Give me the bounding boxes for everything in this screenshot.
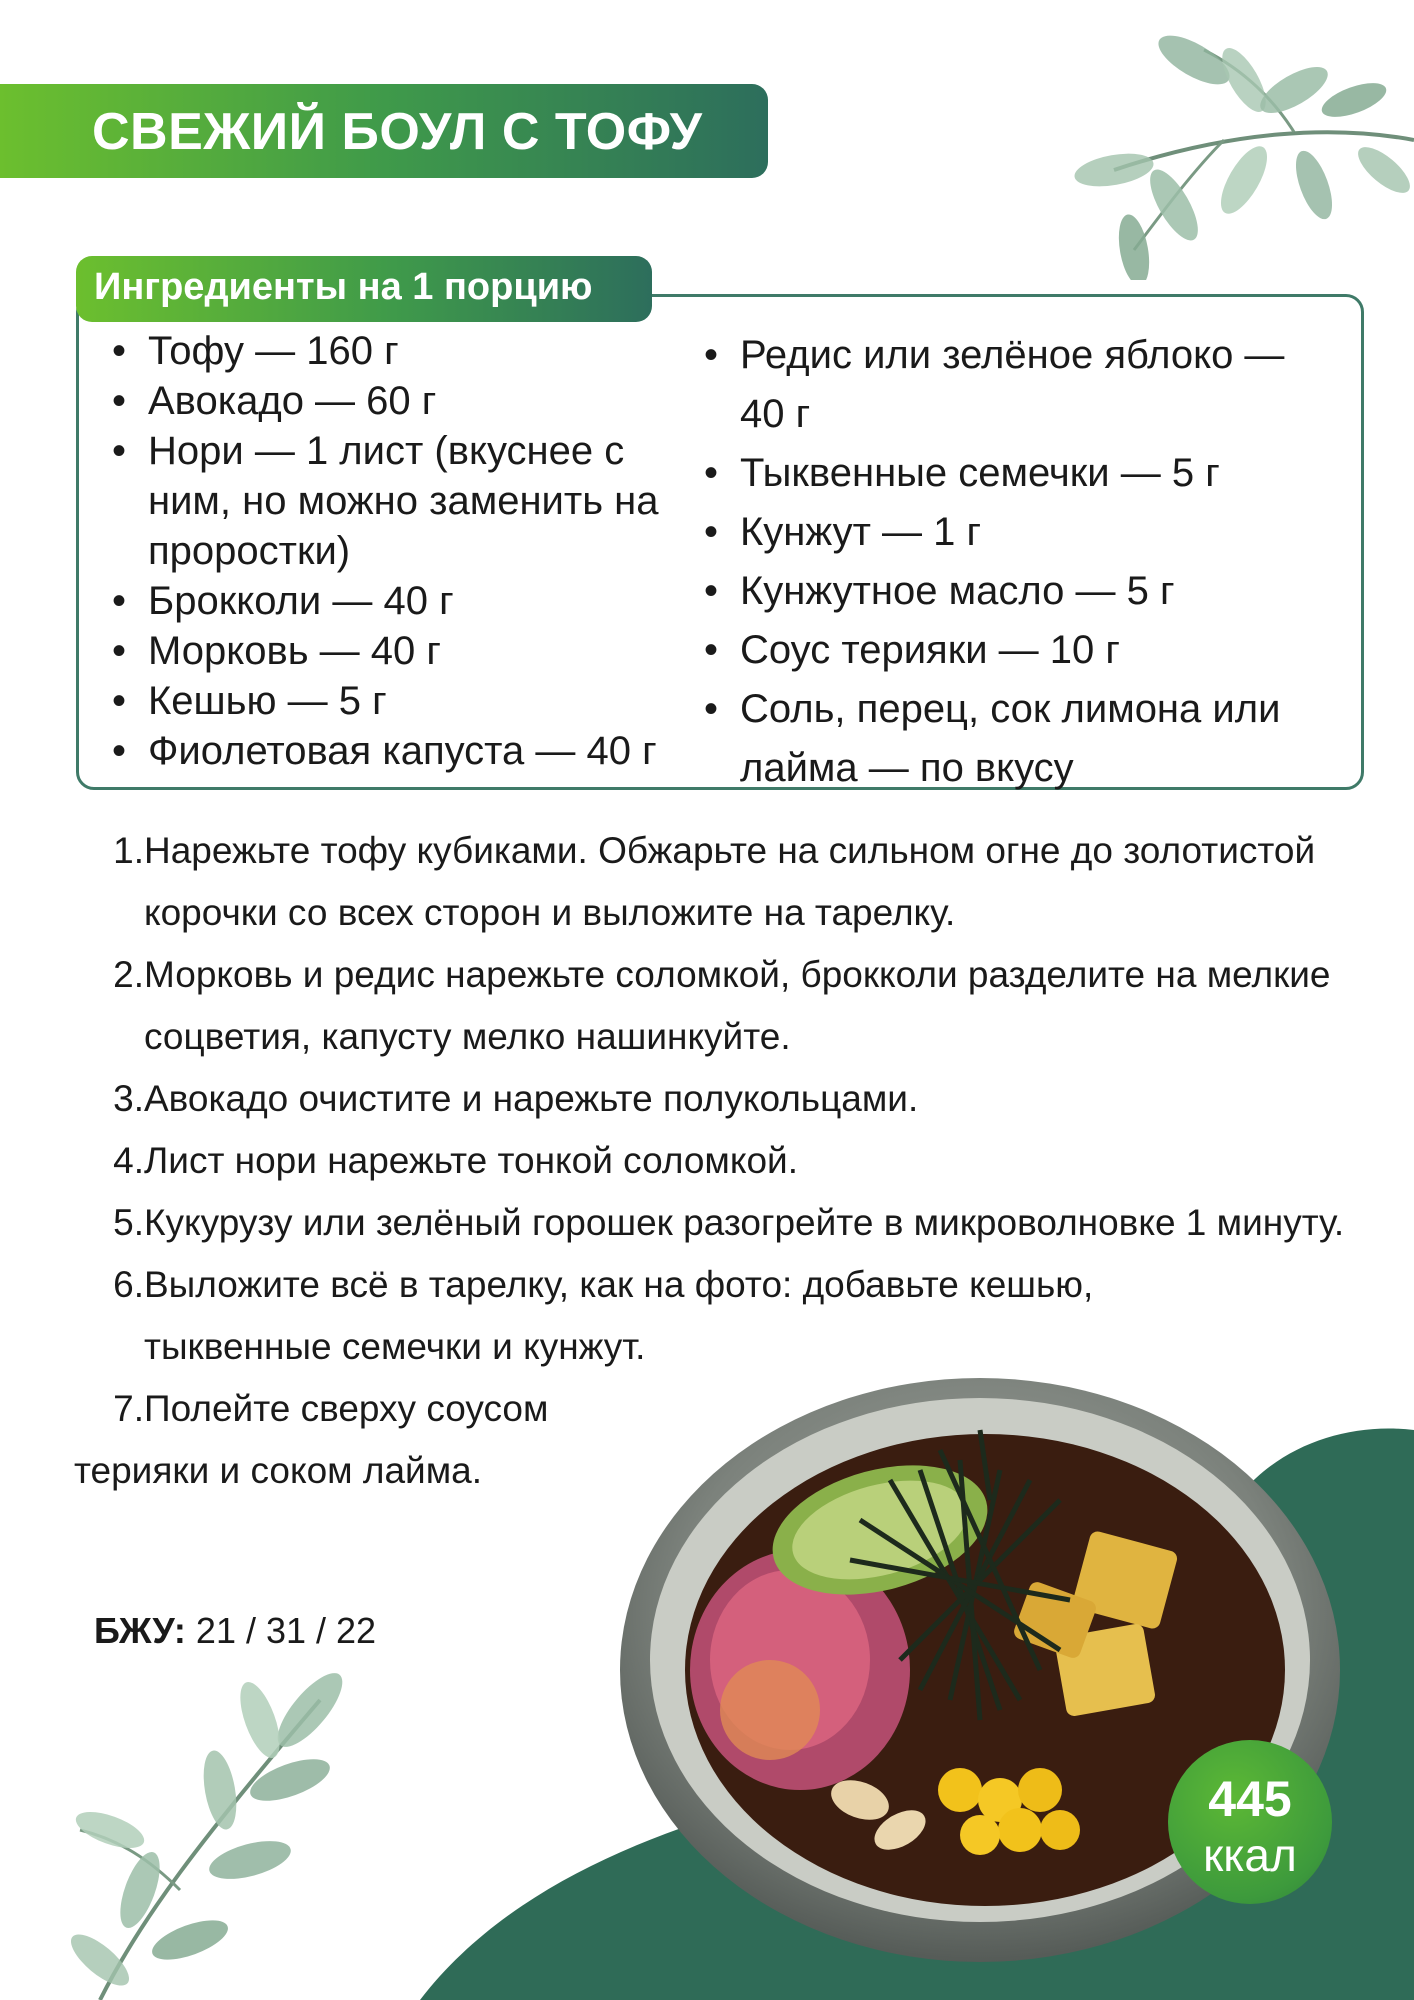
calories-badge: [1168, 1740, 1332, 1904]
ingredient-item: • Тофу — 160 г: [112, 329, 399, 373]
title-banner: [0, 84, 768, 178]
ingredients-list-right: [700, 326, 1340, 798]
ingredient-item: • Соль, перец, сок лимона или лайма — по вкусу: [704, 687, 1281, 790]
ingredient-item: • Тыквенные семечки — 5 г: [704, 451, 1220, 495]
ingredient-item: • Морковь — 40 г: [112, 629, 441, 673]
ingredients-heading: Ингредиенты на 1 порцию: [94, 266, 593, 308]
page-title: СВЕЖИЙ БОУЛ С ТОФУ: [92, 103, 703, 161]
ingredient-item: • Кунжутное масло — 5 г: [704, 569, 1175, 613]
nutrition-value: 21 / 31 / 22: [195, 1610, 377, 1651]
calories-unit: ккал: [1203, 1829, 1297, 1881]
step-item: 3. Авокадо очистите и нарежьте полукольцами.: [113, 1078, 919, 1119]
step-item: 1. Нарежьте тофу кубиками. Обжарьте на сильном огне до золотистой корочки со всех сторон и выложите на тарелку.: [113, 830, 1316, 933]
ingredient-item: • Кунжут — 1 г: [704, 510, 982, 554]
ingredient-item: • Авокадо — 60 г: [112, 379, 437, 423]
ingredient-item: • Кешью — 5 г: [112, 679, 387, 723]
ingredient-item: • Фиолетовая капуста — 40 г: [112, 729, 657, 773]
step-item: 6. Выложите всё в тарелку, как на фото: добавьте кешью, тыквенные семечки и кунжут.: [113, 1264, 1094, 1367]
calories-number: 445: [1208, 1771, 1292, 1827]
ingredient-item: • Соус терияки — 10 г: [704, 628, 1120, 672]
step-item: 5. Кукурузу или зелёный горошек разогрейте в микроволновке 1 минуту.: [113, 1202, 1345, 1243]
ingredients-list-left: [108, 326, 698, 776]
ingredient-item: • Брокколи — 40 г: [112, 579, 454, 623]
step-item: 7. Полейте сверху соусом терияки и соком лайма.: [74, 1388, 549, 1491]
ingredients-heading-tab: [76, 256, 652, 322]
leaf-branch-decoration-top: [994, 20, 1414, 280]
step-item: 2. Морковь и редис нарежьте соломкой, брокколи разделите на мелкие соцветия, капусту мелко нашинкуйте.: [113, 954, 1331, 1057]
ingredient-item: • Нори — 1 лист (вкуснее с ним, но можно заменить на проростки): [112, 429, 659, 573]
nutrition-label: БЖУ:: [94, 1610, 186, 1651]
step-item: 4. Лист нори нарежьте тонкой соломкой.: [113, 1140, 798, 1181]
ingredient-item: • Редис или зелёное яблоко — 40 г: [704, 333, 1285, 436]
leaf-branch-decoration-bottom: [60, 1640, 380, 2000]
